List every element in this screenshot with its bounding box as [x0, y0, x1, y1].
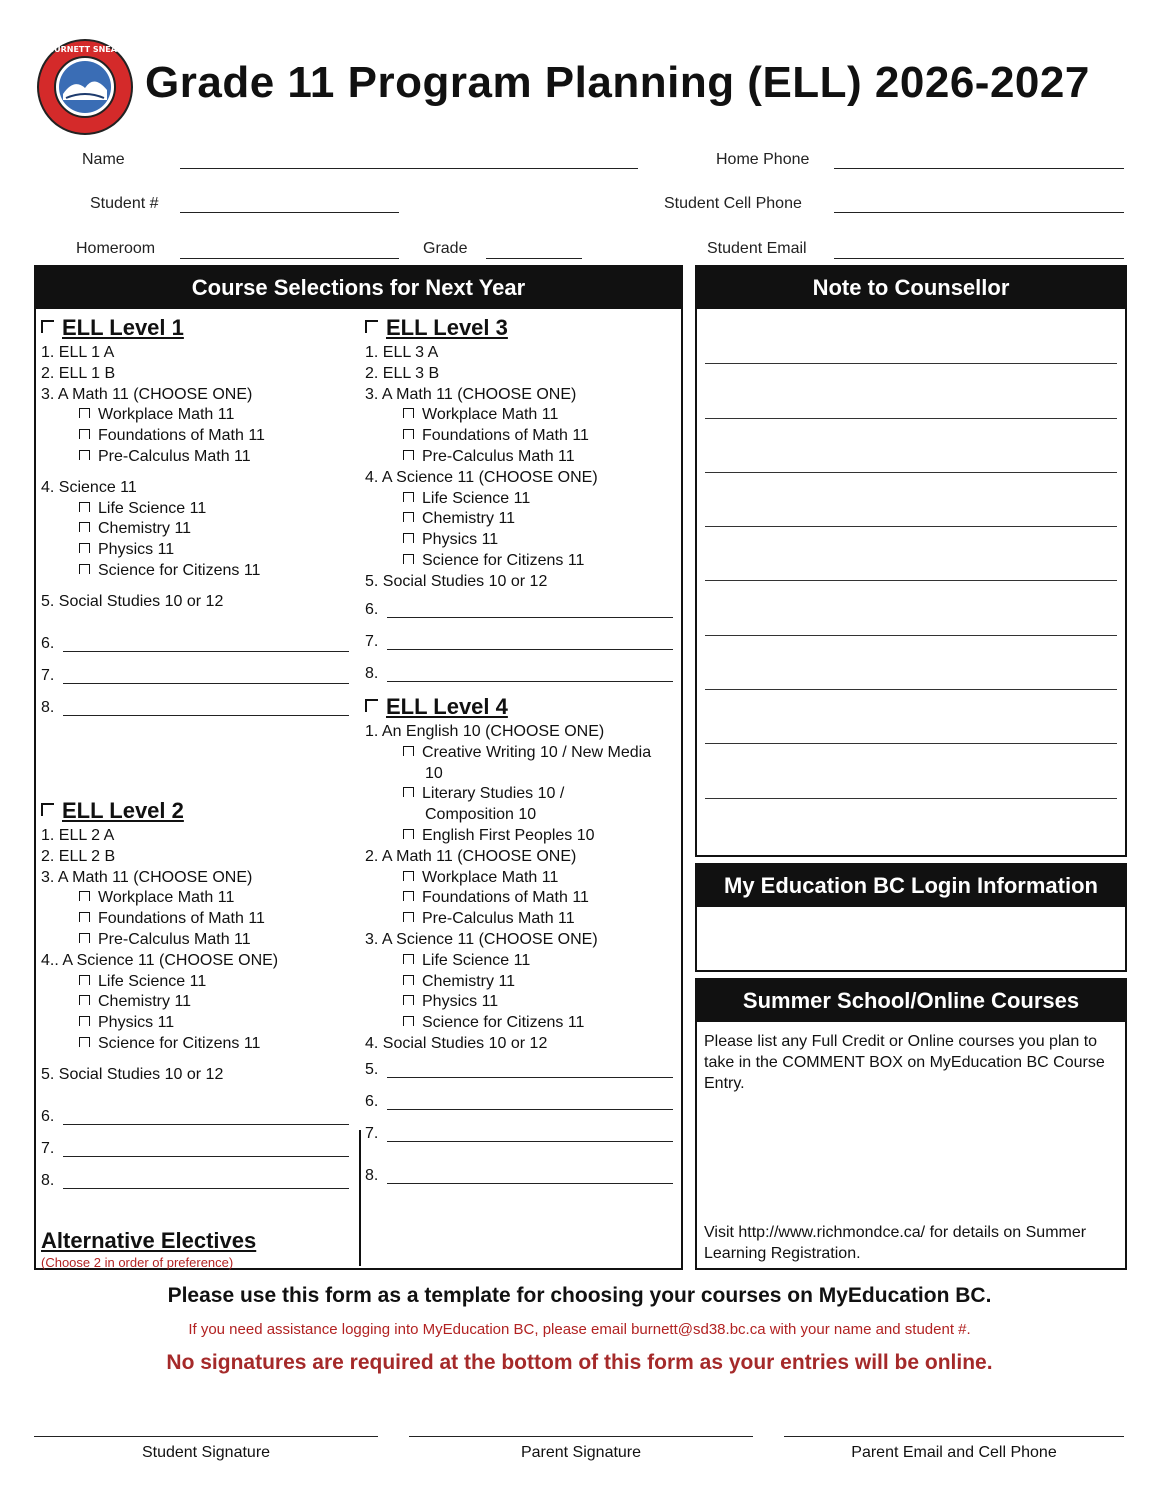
option-label: Physics 11: [98, 1014, 175, 1032]
ell-level-4-checkbox[interactable]: [365, 694, 673, 720]
cell-phone-label: Student Cell Phone: [664, 195, 802, 212]
summer-school-instructions: Please list any Full Credit or Online courses you plan to take in the COMMENT BOX on MyEducation BC Course Entry.: [704, 1033, 1105, 1092]
blank-number: 7.: [365, 1124, 379, 1142]
ell-level-1: [41, 315, 349, 719]
blank-number: 7.: [41, 1139, 55, 1157]
blank-number: 5.: [365, 1060, 379, 1078]
list-item: 1. ELL 2 A: [41, 827, 115, 844]
list-item: 2. A Math 11 (CHOOSE ONE): [365, 847, 577, 865]
ell-level-2-checkbox[interactable]: [41, 798, 349, 824]
option-label: Pre-Calculus Math 11: [422, 910, 575, 928]
science-option[interactable]: [41, 1034, 349, 1055]
math-option[interactable]: [41, 426, 349, 447]
student-signature-label: Student Signature: [141, 1444, 271, 1461]
school-logo: [29, 38, 141, 136]
math-option[interactable]: [365, 888, 673, 909]
home-phone-field[interactable]: [834, 168, 1124, 169]
list-item: 4. Science 11: [41, 478, 137, 496]
page-title: Grade 11 Program Planning (ELL) 2026-2027: [145, 58, 1090, 107]
option-label: Pre-Calculus Math 11: [422, 447, 575, 465]
blank-number: 6.: [41, 1107, 55, 1125]
math-option[interactable]: [41, 930, 349, 951]
option-label: English First Peoples 10: [422, 826, 595, 844]
list-item: 2. ELL 1 B: [41, 364, 116, 382]
list-item: 5. Social Studies 10 or 12: [365, 572, 548, 590]
homeroom-label: Homeroom: [76, 240, 156, 257]
list-item: 2. ELL 2 B: [41, 847, 116, 865]
alternative-electives-subtitle: (Choose 2 in order of preference): [41, 1255, 234, 1270]
login-info-panel[interactable]: [695, 863, 1127, 972]
elective-blank-8[interactable]: [365, 653, 673, 685]
elective-blank-5[interactable]: [365, 1055, 673, 1081]
summer-school-visit: Visit http://www.richmondce.ca/ for details on Summer Learning Registration.: [704, 1224, 1087, 1262]
option-label: Foundations of Math 11: [98, 910, 265, 928]
option-label: Workplace Math 11: [98, 889, 235, 907]
list-item: 4. A Science 11 (CHOOSE ONE): [365, 468, 598, 486]
math-option[interactable]: [365, 405, 673, 426]
list-item: 3. A Math 11 (CHOOSE ONE): [365, 385, 577, 403]
list-item: 2. ELL 3 B: [365, 364, 440, 382]
science-option[interactable]: [41, 540, 349, 561]
elective-blank-6[interactable]: [41, 1096, 349, 1128]
option-label: Science for Citizens 11: [422, 1014, 585, 1032]
email-label: Student Email: [707, 240, 807, 257]
column-divider: [359, 1130, 361, 1266]
science-option[interactable]: [365, 951, 673, 972]
science-option[interactable]: [41, 499, 349, 520]
blank-number: 8.: [41, 698, 55, 716]
elective-blank-7[interactable]: [41, 655, 349, 687]
option-label: Pre-Calculus Math 11: [98, 930, 251, 948]
science-option[interactable]: [41, 561, 349, 582]
parent-signature-field[interactable]: [409, 1436, 753, 1462]
list-item: 1. ELL 1 A: [41, 344, 115, 361]
elective-blank-8[interactable]: [41, 1160, 349, 1192]
ell-level-1-checkbox[interactable]: [41, 315, 349, 341]
option-label: Science for Citizens 11: [98, 1034, 261, 1052]
list-item: 5. Social Studies 10 or 12: [41, 592, 224, 610]
course-selections-heading: Course Selections for Next Year: [36, 267, 681, 309]
parent-contact-field[interactable]: [784, 1436, 1124, 1462]
elective-blank-8[interactable]: [41, 687, 349, 719]
blank-number: 7.: [365, 632, 379, 650]
option-label: Workplace Math 11: [98, 406, 235, 424]
option-label: Foundations of Math 11: [422, 427, 589, 445]
science-option[interactable]: [41, 519, 349, 540]
elective-blank-8[interactable]: [365, 1145, 673, 1187]
english-option[interactable]: [365, 743, 653, 785]
science-option[interactable]: [365, 972, 673, 993]
student-signature-field[interactable]: [34, 1436, 378, 1462]
name-label: Name: [82, 151, 125, 168]
option-label: Workplace Math 11: [422, 868, 559, 886]
blank-number: 6.: [365, 1092, 379, 1110]
list-item: 4.. A Science 11 (CHOOSE ONE): [41, 951, 279, 969]
english-option[interactable]: [365, 784, 625, 826]
science-option[interactable]: [365, 509, 673, 530]
math-option[interactable]: [365, 447, 673, 468]
footer-assistance: If you need assistance logging into MyEducation BC, please email burnett@sd38.bc.ca with your name and student #.: [188, 1321, 971, 1338]
elective-blank-6[interactable]: [365, 593, 673, 621]
math-option[interactable]: [365, 909, 673, 930]
name-field[interactable]: [180, 168, 638, 169]
science-option[interactable]: [41, 1013, 349, 1034]
science-option[interactable]: [365, 530, 673, 551]
option-label: Science for Citizens 11: [422, 551, 585, 569]
option-label: Literary Studies 10 / Composition 10: [422, 785, 565, 824]
list-item: 5. Social Studies 10 or 12: [41, 1065, 224, 1083]
ell-level-1-title: ELL Level 1: [62, 315, 184, 340]
alternative-electives-title: Alternative Electives: [41, 1228, 257, 1253]
option-label: Science for Citizens 11: [98, 561, 261, 579]
ell-level-3-checkbox[interactable]: [365, 315, 673, 341]
option-label: Life Science 11: [422, 951, 531, 969]
option-label: Foundations of Math 11: [422, 889, 589, 907]
elective-blank-6[interactable]: [41, 623, 349, 655]
list-item: 3. A Science 11 (CHOOSE ONE): [365, 930, 598, 948]
option-label: Physics 11: [98, 541, 175, 559]
option-label: Workplace Math 11: [422, 406, 559, 424]
list-item: 1. An English 10 (CHOOSE ONE): [365, 723, 605, 740]
math-option[interactable]: [41, 405, 349, 426]
option-label: Chemistry 11: [422, 510, 516, 528]
math-option[interactable]: [365, 868, 673, 889]
option-label: Foundations of Math 11: [98, 427, 265, 445]
science-option[interactable]: [365, 551, 673, 572]
option-label: Chemistry 11: [422, 972, 516, 990]
science-option[interactable]: [365, 1013, 673, 1034]
option-label: Life Science 11: [98, 499, 207, 517]
blank-number: 7.: [41, 666, 55, 684]
grade-field[interactable]: [486, 258, 582, 259]
elective-blank-7[interactable]: [41, 1128, 349, 1160]
parent-signature-label: Parent Signature: [520, 1444, 642, 1461]
option-label: Physics 11: [422, 531, 499, 549]
ell-level-4: [365, 694, 673, 1187]
blank-number: 8.: [365, 664, 379, 682]
list-item: 3. A Math 11 (CHOOSE ONE): [41, 385, 253, 403]
blank-number: 8.: [365, 1166, 379, 1184]
math-option[interactable]: [41, 447, 349, 468]
email-field[interactable]: [834, 258, 1124, 259]
option-label: Chemistry 11: [98, 520, 192, 538]
list-item: 4. Social Studies 10 or 12: [365, 1034, 548, 1052]
option-label: Life Science 11: [98, 972, 207, 990]
option-label: Physics 11: [422, 993, 499, 1011]
elective-blank-7[interactable]: [365, 1113, 673, 1145]
footer-instruction: Please use this form as a template for choosing your courses on MyEducation BC.: [167, 1284, 992, 1307]
elective-blank-7[interactable]: [365, 621, 673, 653]
ell-level-4-title: ELL Level 4: [386, 694, 508, 719]
math-option[interactable]: [365, 426, 673, 447]
logo-text: J.N. BURNETT SNEAKERS: [29, 45, 141, 54]
ell-level-3-title: ELL Level 3: [386, 315, 508, 340]
grade-label: Grade: [423, 240, 468, 257]
english-option[interactable]: [365, 826, 673, 847]
student-number-label: Student #: [90, 195, 159, 212]
ell-level-2: [41, 798, 349, 1192]
parent-contact-label: Parent Email and Cell Phone: [851, 1444, 1057, 1461]
list-item: 3. A Math 11 (CHOOSE ONE): [41, 868, 253, 886]
blank-number: 6.: [365, 600, 379, 618]
summer-school-heading: Summer School/Online Courses: [697, 980, 1125, 1022]
cell-phone-field[interactable]: [834, 212, 1124, 213]
homeroom-field[interactable]: [180, 258, 399, 259]
list-item: 1. ELL 3 A: [365, 344, 439, 361]
login-info-heading: My Education BC Login Information: [697, 865, 1125, 907]
ell-level-3: [365, 315, 673, 685]
math-option[interactable]: [41, 909, 349, 930]
option-label: Creative Writing 10 / New Media 10: [422, 743, 652, 782]
blank-number: 8.: [41, 1171, 55, 1189]
science-option[interactable]: [365, 992, 673, 1013]
student-number-field[interactable]: [180, 212, 399, 213]
note-to-counsellor-heading: Note to Counsellor: [697, 267, 1125, 309]
home-phone-label: Home Phone: [716, 151, 810, 168]
option-label: Chemistry 11: [98, 993, 192, 1011]
note-to-counsellor-panel[interactable]: [695, 265, 1127, 857]
footer-no-signatures: No signatures are required at the bottom of this form as your entries will be online.: [166, 1351, 993, 1374]
math-option[interactable]: [41, 888, 349, 909]
option-label: Pre-Calculus Math 11: [98, 447, 251, 465]
elective-blank-6[interactable]: [365, 1081, 673, 1113]
summer-school-panel: [695, 978, 1127, 1270]
ell-level-2-title: ELL Level 2: [62, 798, 184, 823]
science-option[interactable]: [365, 489, 673, 510]
science-option[interactable]: [41, 972, 349, 993]
blank-number: 6.: [41, 634, 55, 652]
option-label: Life Science 11: [422, 489, 531, 507]
science-option[interactable]: [41, 992, 349, 1013]
